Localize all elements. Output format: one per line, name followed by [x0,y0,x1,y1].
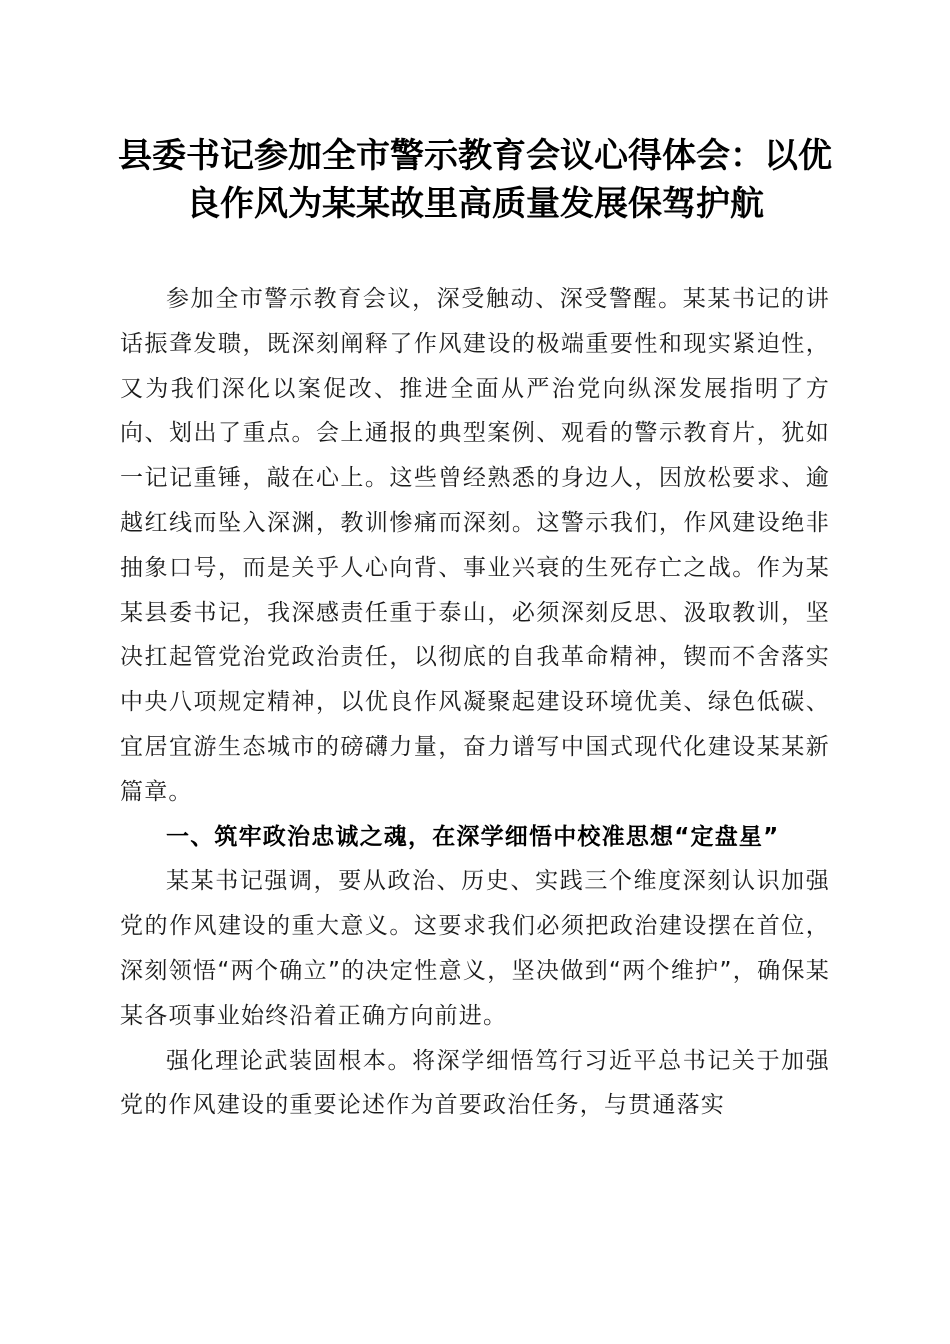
section-heading-1: 一、筑牢政治忠诚之魂，在深学细悟中校准思想“定盘星” [166,823,780,850]
paragraph-intro: 参加全市警示教育会议，深受触动、深受警醒。某某书记的讲话振聋发聩，既深刻阐释了作风建设的极端重要性和现实紧迫性，又为我们深化以案促改、推进全面从严治党向纵深发展指明了方向、划出了重点。会上通报的典型案例、观看的警示教育片，犹如一记记重锤，敲在心上。这些曾经熟悉的身边人，因放松要求、逾越红线而坠入深渊，教训惨痛而深刻。这警示我们，作风建设绝非抽象口号，而是关乎人心向背、事业兴衰的生死存亡之战。作为某某县委书记，我深感责任重于泰山，必须深刻反思、汲取教训，坚决扛起管党治党政治责任，以彻底的自我革命精神，锲而不舍落实中央八项规定精神，以优良作风凝聚起建设环境优美、绿色低碳、宜居宜游生态城市的磅礴力量，奋力谱写中国式现代化建设某某新篇章。 [120,286,830,805]
document-title: 县委书记参加全市警示教育会议心得体会：以优良作风为某某故里高质量发展保驾护航 [118,136,832,224]
paragraph-section-1: 某某书记强调，要从政治、历史、实践三个维度深刻认识加强党的作风建设的重大意义。这要求我们必须把政治建设摆在首位，深刻领悟“两个确立”的决定性意义，坚决做到“两个维护”，确保某某各项事业始终沿着正确方向前进。 [120,868,830,1029]
document-body [120,277,830,1128]
paragraph-theory: 强化理论武装固根本。将深学细悟笃行习近平总书记关于加强党的作风建设的重要论述作为首要政治任务，与贯通落实 [120,1047,830,1119]
